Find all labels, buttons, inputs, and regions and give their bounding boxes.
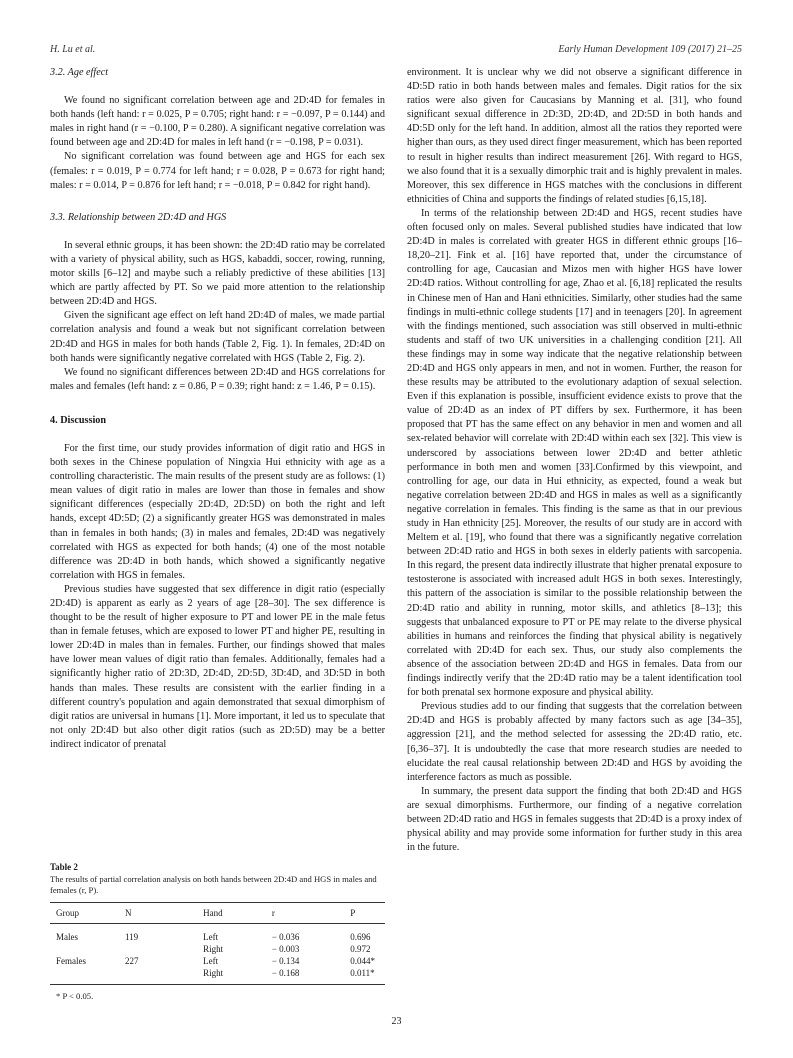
cell-hand: Left <box>203 956 219 966</box>
col-header-n: N <box>124 908 132 918</box>
table-2 <box>50 862 385 1001</box>
cell-group: Females <box>56 956 86 966</box>
table-row <box>50 955 385 967</box>
left-column <box>50 66 385 752</box>
cell-p: 0.011* <box>350 967 385 985</box>
table-row <box>50 943 385 955</box>
paragraph: For the first time, our study provides information of digit ratio and HGS in both sexes in the Chinese population of Ningxia Hui ethnicity with age as a controlling characteristic. The main results of the present study are as follows: (1) mean values of digit ratio in males are lower than those in females and show significant differences (especially 2D:4D, 2D:5D) on both the right and left hands, except 4D:5D; (2) a significantly greater HGS was demonstrated in males than in females in both hands; (3) in males and females, 2D:4D was negatively correlated with HGS as expected for both hands; (4) one of the most notable difference was 2D:4D in both hands, which showed a significantly negative correlation with HGS in females. <box>50 442 385 581</box>
table-header-row <box>50 903 385 924</box>
table-caption: The results of partial correlation analysis on both hands between 2D:4D and HGS in males and females (r, P). <box>50 874 377 895</box>
cell-n <box>125 943 203 955</box>
cell-n <box>125 967 203 985</box>
paragraph: In summary, the present data support the finding that both 2D:4D and HGS are sexual dimorphisms. Furthermore, our finding of a negative correlation between 2D:4D ratio and HGS in females suggests that 2D:4D is a proxy index of physical ability and may provide some information for further study in this area in the future. <box>407 785 742 854</box>
cell-r: − 0.168 <box>272 967 350 985</box>
col-header-p: P <box>350 908 356 918</box>
paragraph: We found no significant correlation between age and 2D:4D for females in both hands (left hand: r = 0.025, P = 0.705; right hand: r = −0.097, P = 0.144) and males in right hand (r = −0.100, P = 0.280). A significant negative correlation was found between age and 2D:4D for males in left hand (r = −0.198, P = 0.031). <box>50 95 385 149</box>
paragraph: No significant correlation was found between age and HGS for each sex (females: r = 0.019, P = 0.774 for left hand; r = 0.028, P = 0.673 for right hand; males: r = 0.014, P = 0.876 for left hand; r = −0.018, P = 0.842 for right hand). <box>50 151 385 191</box>
paragraph: In several ethnic groups, it has been shown: the 2D:4D ratio may be correlated with a variety of physical ability, such as HGS, kabaddi, soccer, rowing, running, motor skills [6–12] and maybe such a reliably predictive of these abilities [13] which are partly affected by PT. So we paid more attention to the relationship between 2D:4D and HGS. <box>50 239 385 308</box>
cell-r: − 0.036 <box>271 932 300 942</box>
cell-group <box>50 943 125 955</box>
cell-n: 119 <box>124 932 139 942</box>
col-header-hand: Hand <box>203 908 223 918</box>
page-number: 23 <box>391 1016 402 1027</box>
cell-hand: Right <box>203 967 272 985</box>
col-header-group: Group <box>56 908 79 918</box>
paragraph: In terms of the relationship between 2D:4D and HGS, recent studies have often focused only on males. Several published studies have indicated that low 2D:4D in males is correlated with greater HGS in different ethnic groups [16–18,20–21]. Fink et al. [16] have reported that, under the circumstance of controlling for age, Caucasian and Mizos men with higher HGS have lower 2D:4D ratios. Without controlling for age, Zhao et al. [6,18] replicated the results in Chinese men of Han and Hani ethnicities. Similarly, other studies had the same findings in multi-ethnic college students [17] and in teenagers [20]. In agreement with the findings mentioned, such association was still observed in multi-ethnic students and staff of two UK universities in a challenging condition [21]. All these findings may in some way indicate that the negative relationship between 2D:4D and HGS only appears in men, and not in women. Further, the reason for these results may be attributed to the evolutionary adaption of sexual selection. Even if this explanation is possible, insufficient evidence exists to prove that the value of 2D:4D as an index of PT differs by sex. Furthermore, it has been proposed that PT has the same effect on any behavior in men and women and all sex-related behavior will correlate with 2D:4D within each sex [32]. This view is underscored by associations between lower 2D:4D and better athletic performance in both men and women [33].Confirmed by this viewpoint, and controlling for age, our data in Hui ethnicity, as expected, found a weak but negative correlation between 2D:4D and HGS in males as well as a significantly negative correlation in females. This finding is the same as that in our previous study in Han ethnicity [25]. Moreover, the results of our study are in accord with Meltem et al. [19], who found that there was a significantly negative correlation between 2D:4D ratio and HGS in both sexes in elderly patients with sarcopenia. In this regard, the present data indirectly illustrate that higher prenatal exposure to testosterone is associated with increased adult HGS in both sexes. Interestingly, this pattern of the association is similar to the possible relationship between the 2D:4D ratio and ability in running, motor skills, and athletics [8–13]; this suggests that unbalanced exposure to PT or PE may relate to the diverse physical abilities in humans and reinforces the finding that physical ability is negatively correlated with 2D:4D for each sex. Thus, our study also complements the absence of the association between 2D:4D and HGS in females. Data from our findings indirectly verify that the 2D:4D ratio may be a talent identification tool for both prenatal sex hormone exposure and physical ability. <box>407 207 742 699</box>
cell-group <box>50 967 125 985</box>
cell-r: − 0.134 <box>271 956 300 966</box>
cell-p: 0.972 <box>350 944 371 954</box>
table-row <box>50 924 385 944</box>
cell-group: Males <box>56 932 78 942</box>
col-header-r: r <box>271 908 275 918</box>
section-3-2-title: 3.2. Age effect <box>50 67 109 78</box>
right-column <box>407 66 742 855</box>
running-header-journal: Early Human Development 109 (2017) 21–25 <box>558 44 742 55</box>
table-row <box>50 967 385 985</box>
paragraph: We found no significant differences between 2D:4D and HGS correlations for males and females (left hand: z = 0.86, P = 0.39; right hand: z = 1.46, P = 0.15). <box>50 366 385 392</box>
cell-p: 0.696 <box>350 932 371 942</box>
paragraph: Given the significant age effect on left hand 2D:4D of males, we made partial correlation analysis and found a weak but not significant correlation between 2D:4D and HGS in males for both hands (Table 2, Fig. 1). In females, 2D:4D on both hands were significantly negative correlated with HGS (Table 2, Fig. 2). <box>50 310 385 364</box>
table-footnote: * P < 0.05. <box>56 991 94 1001</box>
paragraph: environment. It is unclear why we did not observe a significant difference in 4D:5D ratio in both hands between males and females. Digit ratios for the six ratios were also given for Caucasians by Manning et al. [31], who found significant sexual difference in 2D:3D, 2D:4D, and 2D:5D in both hands and 4D:5D only for the left hand. In addition, almost all the ratios they reported were higher than ours, as they used direct finger measurement, which has been reported to result in higher results than indirect measurement [26]. With regard to HGS, we also found that it is a sexually dimorphic trait and is highly prevalent in males. Moreover, this sex difference in HGS matches with the conclusions in different ethnicities of China and supports the findings of related studies [6,15,18]. <box>407 67 742 205</box>
cell-hand: Right <box>203 944 224 954</box>
cell-hand: Left <box>203 932 219 942</box>
cell-r: − 0.003 <box>271 944 300 954</box>
table-title: Table 2 <box>50 862 78 872</box>
running-header-authors: H. Lu et al. <box>50 44 96 55</box>
paragraph: Previous studies add to our finding that suggests that the correlation between 2D:4D and HGS is probably affected by many factors such as age [34–35], aggression [21], and the method selected for assessing the 2D:4D ratio, etc. [6,36–37]. It is undoubtedly the case that more research studies are needed to elucidate the real causal relationship between 2D:4D and HGS by avoiding the interference factors as much as possible. <box>407 701 742 783</box>
paragraph: Previous studies have suggested that sex difference in digit ratio (especially 2D:4D) is apparent as early as 2 years of age [28–30]. The sex difference is thought to be the result of higher exposure to PT and lower PE in the male fetus than in female fetuses, which are exposed to lower PT and higher PE, resulting in lower 2D:4D in males than in females. Further, our findings showed that males have lower mean values of digit ratio than females. Additionally, females had a significantly higher ratio of 2D:3D, 2D:4D, 2D:5D, 3D:4D, and 3D:5D in both hands than males. These results are consistent with the earlier finding in a different country's population and again demonstrated that sexual dimorphism of digit ratios are universal in humans [1]. More important, it led us to speculate that not only 2D:4D but also other digit ratios (such as 2D:5D) may be a better indirect indicator of prenatal <box>50 583 385 750</box>
section-3-3-title: 3.3. Relationship between 2D:4D and HGS <box>50 211 227 223</box>
cell-p: 0.044* <box>350 956 375 966</box>
results-table <box>50 902 385 985</box>
cell-n: 227 <box>124 956 139 966</box>
section-4-title: 4. Discussion <box>50 414 107 426</box>
